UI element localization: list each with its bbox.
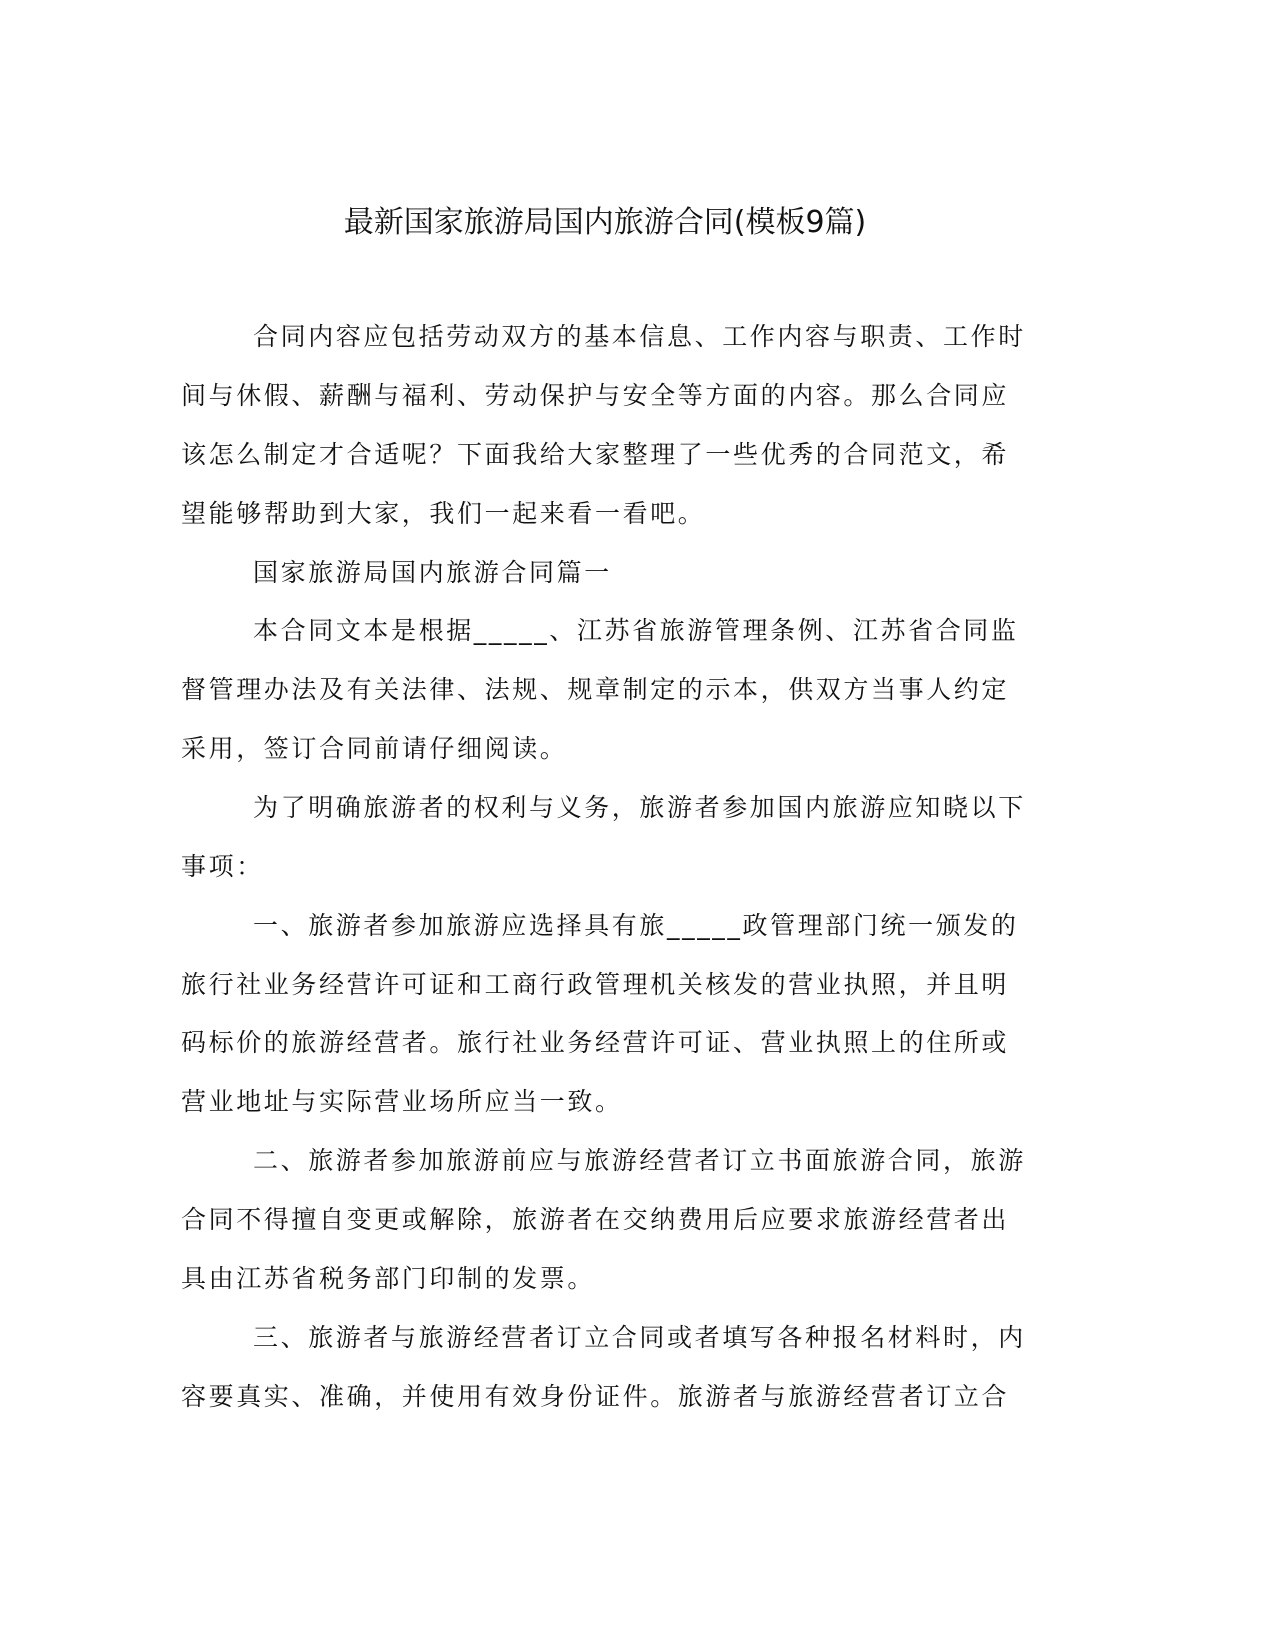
document-title: 最新国家旅游局国内旅游合同(模板9篇) [343, 205, 867, 240]
paragraph-line: 事项： [181, 852, 264, 881]
paragraph-line: 旅行社业务经营许可证和工商行政管理机关核发的营业执照，并且明 [181, 970, 1010, 999]
paragraph-line: 督管理办法及有关法律、法规、规章制定的示本，供双方当事人约定 [181, 675, 1010, 704]
section-heading: 国家旅游局国内旅游合同篇一 [253, 558, 612, 587]
paragraph-line: 具由江苏省税务部门印制的发票。 [181, 1264, 596, 1293]
paragraph-line: 容要真实、准确，并使用有效身份证件。旅游者与旅游经营者订立合 [181, 1382, 1010, 1411]
paragraph-line: 三、旅游者与旅游经营者订立合同或者填写各种报名材料时，内 [253, 1323, 1026, 1352]
paragraph-line: 合同内容应包括劳动双方的基本信息、工作内容与职责、工作时 [253, 322, 1026, 351]
paragraph-line: 间与休假、薪酬与福利、劳动保护与安全等方面的内容。那么合同应 [181, 381, 1010, 410]
paragraph-line: 二、旅游者参加旅游前应与旅游经营者订立书面旅游合同，旅游 [253, 1146, 1026, 1175]
paragraph-line: 营业地址与实际营业场所应当一致。 [181, 1087, 623, 1116]
paragraph-line: 望能够帮助到大家，我们一起来看一看吧。 [181, 499, 706, 528]
paragraph-line: 一、旅游者参加旅游应选择具有旅_____政管理部门统一颁发的 [253, 911, 1019, 940]
paragraph-line: 本合同文本是根据_____、江苏省旅游管理条例、江苏省合同监 [253, 616, 1019, 645]
paragraph-line: 该怎么制定才合适呢？下面我给大家整理了一些优秀的合同范文，希 [181, 440, 1010, 469]
paragraph-line: 采用，签订合同前请仔细阅读。 [181, 734, 568, 763]
paragraph-line: 合同不得擅自变更或解除，旅游者在交纳费用后应要求旅游经营者出 [181, 1205, 1010, 1234]
paragraph-line: 为了明确旅游者的权利与义务，旅游者参加国内旅游应知晓以下 [253, 793, 1026, 822]
paragraph-line: 码标价的旅游经营者。旅行社业务经营许可证、营业执照上的住所或 [181, 1028, 1010, 1057]
